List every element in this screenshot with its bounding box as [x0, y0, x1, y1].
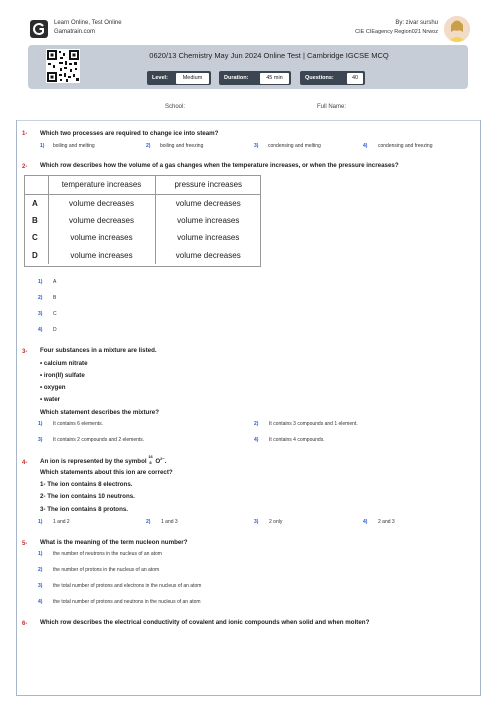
option-text[interactable]: It contains 2 compounds and 2 elements.: [53, 437, 145, 443]
option-text[interactable]: the total number of protons and electrons in the nucleus of an atom: [53, 583, 202, 589]
option-text[interactable]: the total number of protons and neutrons in the nucleus of an atom: [53, 599, 201, 605]
table-cell: volume increases: [48, 229, 155, 247]
question-prompt: Which statement describes the mixture?: [40, 409, 159, 416]
option-number[interactable]: 3): [38, 311, 43, 317]
questions-label: Questions:: [305, 75, 334, 81]
option-number[interactable]: 2): [146, 519, 151, 525]
option-text[interactable]: It contains 3 compounds and 1 element.: [269, 421, 358, 427]
organization-line: CIE CIEagency Region021 Nrwoz: [355, 29, 438, 35]
duration-label: Duration:: [224, 75, 249, 81]
question-number: 2-: [22, 164, 28, 170]
question-text: Which two processes are required to change ice into steam?: [40, 130, 219, 137]
gamatrain-logo-icon: [30, 20, 48, 38]
duration-value: 45 min: [260, 73, 289, 84]
option-number[interactable]: 1): [38, 519, 43, 525]
mixture-item: • water: [40, 396, 61, 403]
question-number: 3-: [22, 349, 28, 355]
brand-site[interactable]: Gamatrain.com: [54, 29, 96, 35]
ion-charge: 2−: [160, 456, 165, 461]
mixture-item: • oxygen: [40, 384, 66, 391]
table-header-cell: [24, 175, 48, 194]
option-number[interactable]: 4): [38, 327, 43, 333]
table-row: [24, 247, 261, 265]
row-letter: B: [32, 215, 38, 225]
option-number[interactable]: 1): [40, 143, 45, 149]
question-number: 4-: [22, 460, 28, 466]
table-row: [24, 212, 261, 230]
statement: 2- The ion contains 10 neutrons.: [40, 493, 135, 500]
option-number[interactable]: 4): [254, 437, 259, 443]
table-row: [24, 229, 261, 247]
question-number: 6-: [22, 621, 28, 627]
option-number[interactable]: 2): [38, 295, 43, 301]
option-text[interactable]: boiling and freezing: [160, 143, 204, 149]
level-label: Level:: [152, 75, 168, 81]
question-text: Four substances in a mixture are listed.: [40, 347, 157, 354]
option-number[interactable]: 2): [146, 143, 151, 149]
row-letter: D: [32, 250, 38, 260]
questions-pill: [300, 71, 365, 85]
question-number: 5-: [22, 541, 28, 547]
option-text[interactable]: 2 only: [269, 519, 283, 525]
question-text: Which row describes how the volume of a gas changes when the temperature increases, or when the pressure increases?: [40, 162, 399, 169]
level-pill: [147, 71, 211, 85]
option-text[interactable]: boiling and melting: [53, 143, 95, 149]
atomic-number: 8: [149, 460, 152, 466]
option-number[interactable]: 3): [254, 519, 259, 525]
option-number[interactable]: 3): [38, 583, 43, 589]
option-number[interactable]: 2): [254, 421, 259, 427]
ion-text-before: An ion is represented by the symbol: [40, 458, 149, 466]
table-cell: volume decreases: [175, 198, 241, 208]
gas-volume-table: [24, 175, 261, 264]
option-text[interactable]: 1 and 2: [53, 519, 70, 525]
question-text: What is the meaning of the term nucleon number?: [40, 539, 188, 546]
row-letter: C: [32, 233, 38, 243]
question-text: [40, 456, 166, 465]
table-cell: volume increases: [177, 233, 240, 243]
question-prompt: Which statements about this ion are correct?: [40, 469, 173, 476]
table-cell: volume increases: [177, 215, 240, 225]
questions-value: 40: [347, 73, 363, 84]
table-header-cell: temperature increases: [48, 175, 155, 194]
qr-code-icon: [46, 49, 80, 83]
option-text[interactable]: It contains 4 compounds.: [269, 437, 325, 443]
option-text[interactable]: the number of protons in the nucleus of an atom: [53, 567, 160, 573]
statement: 3- The ion contains 8 protons.: [40, 506, 129, 513]
option-number[interactable]: 3): [254, 143, 259, 149]
option-text[interactable]: D: [53, 327, 57, 333]
statement: 1- The ion contains 8 electrons.: [40, 481, 133, 488]
option-number[interactable]: 3): [38, 437, 43, 443]
level-value: Medium: [176, 73, 209, 84]
mixture-item: • iron(II) sulfate: [40, 372, 85, 379]
option-number[interactable]: 1): [38, 421, 43, 427]
page-header: [30, 16, 470, 42]
option-number[interactable]: 2): [38, 567, 43, 573]
avatar: [444, 16, 470, 42]
option-text[interactable]: B: [53, 295, 57, 301]
option-text[interactable]: A: [53, 279, 57, 285]
option-text[interactable]: 2 and 3: [378, 519, 395, 525]
table-cell: volume increases: [48, 247, 155, 265]
question-number: 1-: [22, 131, 28, 137]
full-name-field-label: Full Name:: [317, 104, 347, 110]
table-row: [24, 194, 261, 212]
table-header-cell: pressure increases: [155, 175, 261, 194]
option-text[interactable]: condensing and melting: [268, 143, 321, 149]
brand-tagline: Learn Online, Test Online: [54, 20, 122, 26]
question-text: Which row describes the electrical conductivity of covalent and ionic compounds when solid and when molten?: [40, 619, 370, 626]
option-number[interactable]: 4): [38, 599, 43, 605]
mixture-item: • calcium nitrate: [40, 360, 88, 367]
option-text[interactable]: 1 and 3: [161, 519, 178, 525]
ion-nuclide-numbers: [148, 454, 155, 466]
option-text[interactable]: condensing and freezing: [378, 143, 433, 149]
mass-number: 16: [148, 454, 153, 460]
duration-pill: [219, 71, 291, 85]
ion-symbol: O: [155, 458, 161, 466]
option-number[interactable]: 4): [363, 519, 368, 525]
table-header-row: [24, 175, 261, 194]
ion-text-after: .: [164, 458, 167, 466]
author-line: By: zivar surshu: [395, 20, 438, 26]
test-title: 0620/13 Chemistry May Jun 2024 Online Test | Cambridge IGCSE MCQ: [149, 51, 389, 60]
school-field-label: School:: [165, 104, 186, 110]
option-number[interactable]: 1): [38, 551, 43, 557]
avatar-icon: [444, 16, 470, 42]
test-info-banner: [28, 45, 468, 89]
option-text[interactable]: It contains 6 elements.: [53, 421, 104, 427]
option-text[interactable]: C: [53, 311, 57, 317]
option-number[interactable]: 4): [363, 143, 368, 149]
table-cell: volume decreases: [48, 212, 155, 230]
row-letter: A: [32, 198, 38, 208]
table-cell: volume decreases: [48, 194, 155, 212]
table-cell: volume decreases: [175, 250, 241, 260]
option-text[interactable]: the number of neutrons in the nucleus of an atom: [53, 551, 162, 557]
option-number[interactable]: 1): [38, 279, 43, 285]
